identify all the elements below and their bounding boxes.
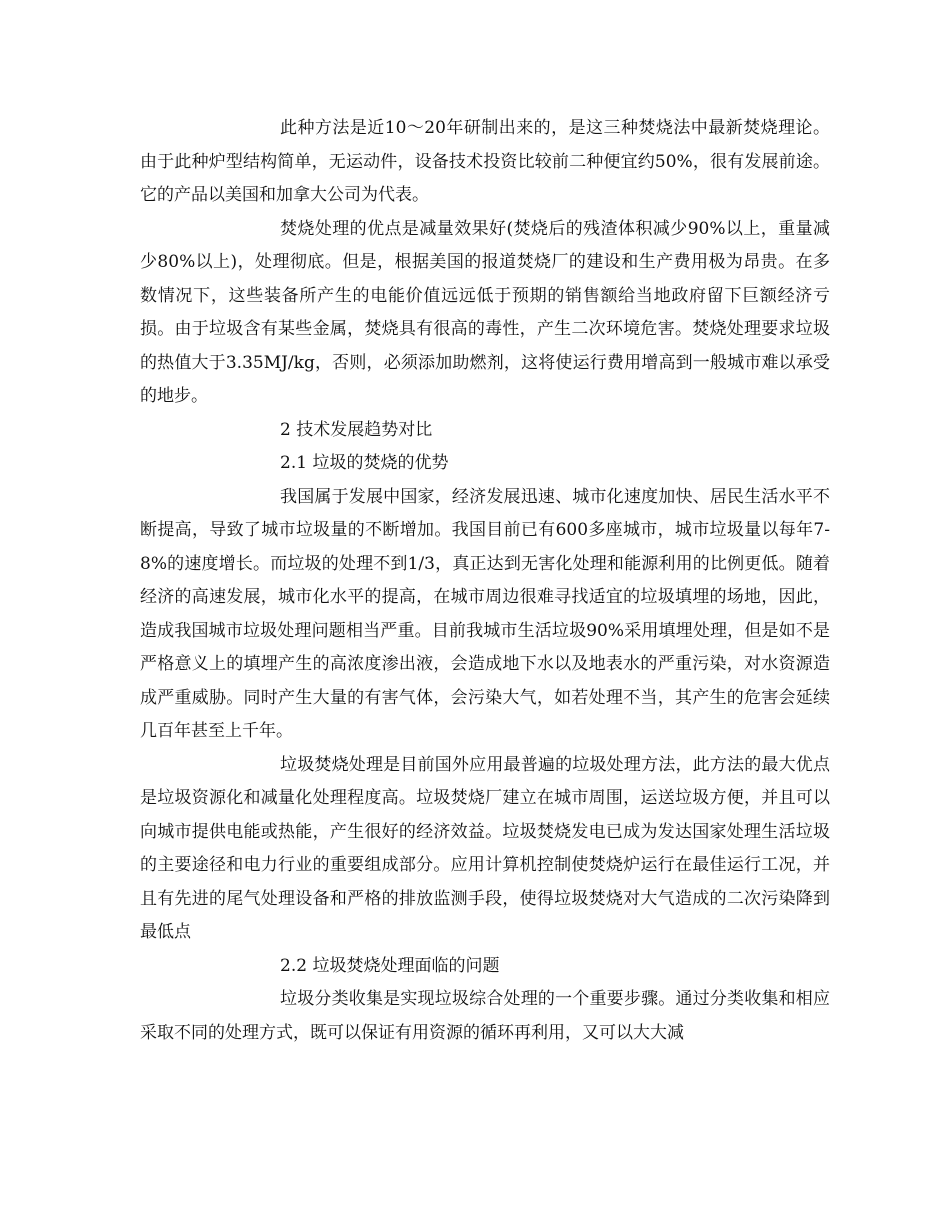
paragraph-incineration-method: 此种方法是近10～20年研制出来的，是这三种焚烧法中最新焚烧理论。由于此种炉型结构简单，无运动件，设备技术投资比较前二种便宜约50%，很有发展前途。它的产品以美国和加拿大公司为代表。 xyxy=(140,118,830,205)
section-heading-2-2: 2.2 垃圾焚烧处理面临的问题 xyxy=(280,955,500,976)
paragraph-incineration-abroad: 垃圾焚烧处理是目前国外应用最普遍的垃圾处理方法，此方法的最大优点是垃圾资源化和减量化处理程度高。垃圾焚烧厂建立在城市周围，运送垃圾方便，并且可以向城市提供电能或热能，产生很好的经济效益。垃圾焚烧发电已成为发达国家处理生活垃圾的主要途径和电力行业的重要组成部分。应用计算机控制使焚烧炉运行在最佳运行工况，并且有先进的尾气处理设备和严格的排放监测手段，使得垃圾焚烧对大气造成的二次污染降到最低点 xyxy=(140,754,830,942)
section-heading-2: 2 技术发展趋势对比 xyxy=(280,419,433,440)
paragraph-china-garbage: 我国属于发展中国家，经济发展迅速、城市化速度加快、居民生活水平不断提高，导致了城市垃圾量的不断增加。我国目前已有600多座城市，城市垃圾量以每年7-8%的速度增长。而垃圾的处理不到1/3，真正达到无害化处理和能源利用的比例更低。随着经济的高速发展，城市化水平的提高，在城市周边很难寻找适宜的垃圾填埋的场地，因此，造成我国城市垃圾处理问题相当严重。目前我城市生活垃圾90%采用填埋处理，但是如不是严格意义上的填埋产生的高浓度渗出液，会造成地下水以及地表水的严重污染，对水资源造成严重威胁。同时产生大量的有害气体，会污染大气，如若处理不当，其产生的危害会延续几百年甚至上千年。 xyxy=(140,486,830,741)
paragraph-sorting-collection: 垃圾分类收集是实现垃圾综合处理的一个重要步骤。通过分类收集和相应采取不同的处理方式，既可以保证有用资源的循环再利用，又可以大大减 xyxy=(140,989,830,1043)
section-heading-2-1: 2.1 垃圾的焚烧的优势 xyxy=(280,453,449,473)
paragraph-incineration-advantages: 焚烧处理的优点是减量效果好(焚烧后的残渣体积减少90%以上，重量减少80%以上)，处理彻底。但是，根据美国的报道焚烧厂的建设和生产费用极为昂贵。在多数情况下，这些装备所产生的电能价值远远低于预期的销售额给当地政府留下巨额经济亏损。由于垃圾含有某些金属，焚烧具有很高的毒性，产生二次环境危害。焚烧处理要求垃圾的热值大于3.35MJ/kg，否则，必须添加助燃剂，这将使运行费用增高到一般城市难以承受的地步。 xyxy=(140,218,830,406)
document-body xyxy=(140,112,830,1050)
